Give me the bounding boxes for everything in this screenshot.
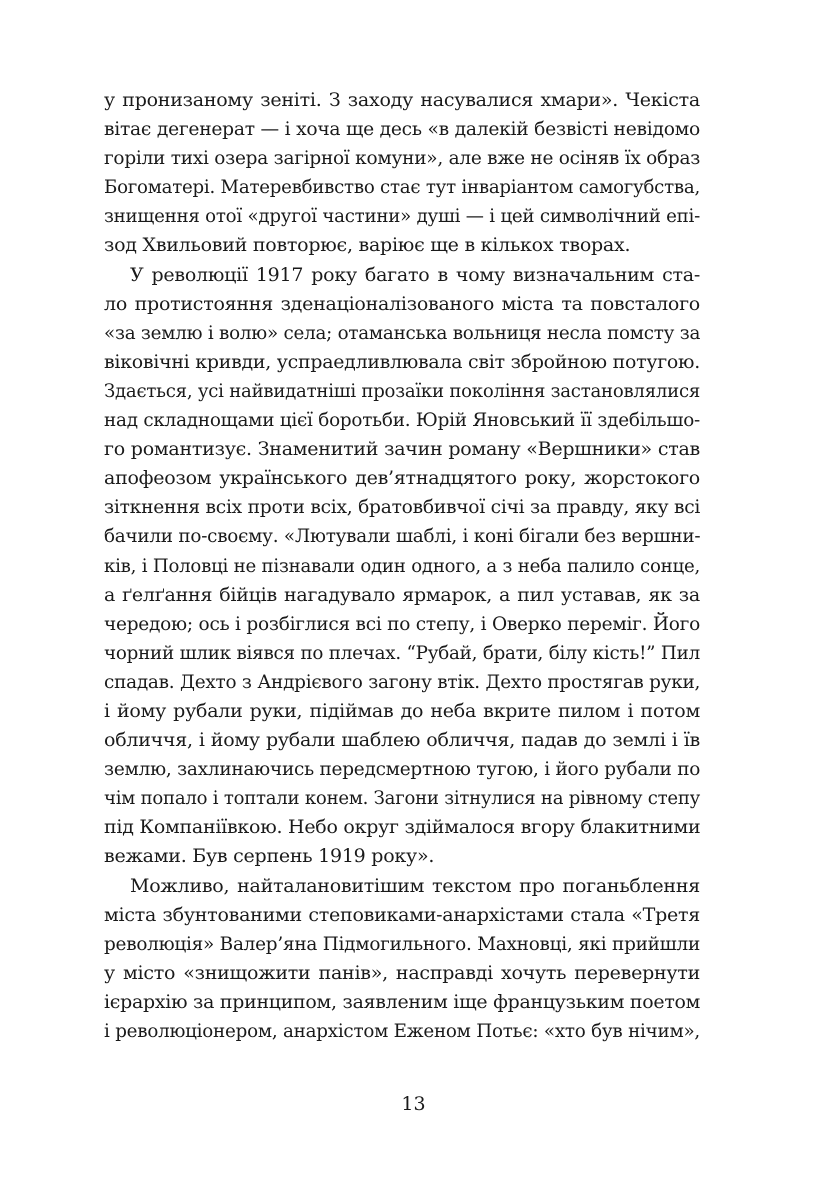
text-line: знищення отої «другої частини» душі — і цей символічний епі- [104, 205, 701, 228]
text-line: і йому рубали руки, підіймав до неба вкрите пилом і потом [104, 699, 700, 722]
text-line: у пронизаному зеніті. З заходу насувалися хмари». Чекіста [104, 89, 700, 111]
text-line: революція» Валер’яна Підмогильного. Махновці, які прийшли [104, 932, 701, 955]
text-line: чорний шлик віявся по плечах. “Рубай, брати, білу кість!” Пил [104, 641, 700, 664]
text-line: зод Хвильовий повторює, варіює ще в кількох творах. [104, 234, 631, 257]
page-body [104, 86, 700, 1046]
text-line: у місто «знищожити панів», насправді хочуть перевернути [104, 961, 700, 984]
text-line: вежами. Був серпень 1919 року». [104, 845, 435, 868]
text-line: і революціонером, анархістом Еженом Потьє: «хто був нічим», [104, 1020, 700, 1042]
text-line: ло протистояння зденаціоналізованого міста та повсталого [104, 292, 700, 315]
text-line: апофеозом українського дев’ятнадцятого року, жорстокого [104, 467, 700, 490]
paragraph-1 [104, 86, 700, 261]
text-line: вітає дегенерат — і хоча ще десь «в далекій безвісті невідомо [104, 118, 701, 141]
text-line: обличчя, і йому рубали шаблею обличчя, падав до землі і їв [104, 729, 700, 752]
text-line: а ґелґання бійців нагадувало ярмарок, а пил уставав, як за [104, 583, 700, 606]
text-line: го романтизує. Знаменитий зачин роману «Вершники» став [104, 438, 700, 461]
text-line: спадав. Дехто з Андрієвого загону втік. Дехто простягав руки, [104, 670, 701, 693]
text-line: Здається, усі найвидатніші прозаїки покоління застановлялися [104, 379, 701, 402]
text-line: ків, і Половці не пізнавали один одного, а з неба палило сонце, [104, 554, 700, 577]
text-line: «за землю і волю» села; отаманська вольниця несла помсту за [104, 321, 701, 344]
text-line: Можливо, найталановитішим текстом про поганьблення [130, 874, 700, 897]
text-line: під Компаніївкою. Небо округ здіймалося вгору блакитними [104, 816, 701, 839]
text-line: Богоматері. Матеревбивство стає тут інваріантом самогубства, [104, 176, 700, 199]
paragraph-3 [104, 872, 700, 1047]
text-line: ієрархію за принципом, заявленим іще французьким поетом [104, 990, 701, 1013]
text-line: горіли тихі озера загірної комуни», але вже не осіняв їх образ [104, 147, 701, 170]
paragraph-2 [104, 261, 700, 872]
text-line: віковічні кривди, успраедливлювала світ збройною потугою. [104, 350, 701, 373]
page-number: 13 [401, 1093, 426, 1115]
text-line: міста збунтованими степовиками-анархістами стала «Третя [104, 903, 700, 926]
text-line: зіткнення всіх проти всіх, братовбивчої січі за правду, яку всі [104, 496, 701, 519]
text-line: У революції 1917 року багато в чому визначальним ста- [130, 263, 700, 286]
text-line: чередою; ось і розбіглися всі по степу, і Оверко переміг. Його [104, 612, 701, 635]
text-line: чім попало і топтали конем. Загони зітнулися на рівному степу [104, 787, 701, 810]
text-line: над складнощами цієї боротьби. Юрій Яновський її здебільшо- [104, 409, 701, 432]
text-line: землю, захлинаючись передсмертною тугою, і його рубали по [104, 758, 701, 781]
text-line: бачили по-своєму. «Лютували шаблі, і коні бігали без вершни- [104, 525, 701, 548]
